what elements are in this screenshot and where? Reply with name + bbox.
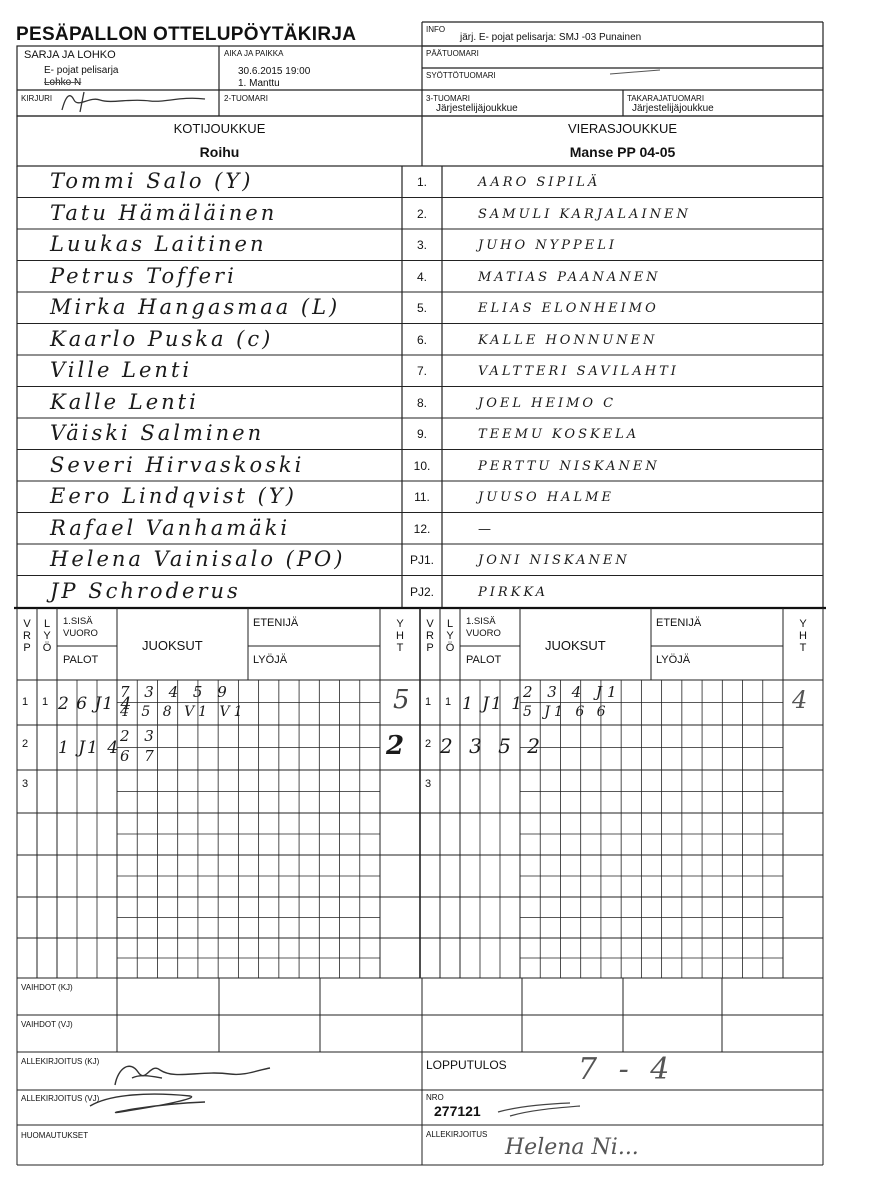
player-number: 5. <box>416 301 427 315</box>
info-label: INFO <box>426 25 446 34</box>
player-number: 1. <box>416 175 427 189</box>
away-r1-runs-top: 2 3 4 J1 <box>523 683 622 701</box>
away-r1-marks: 1 J1 1 <box>462 694 525 714</box>
home-r2-runs-top: 2 3 <box>120 727 159 745</box>
page-title: PESÄPALLON OTTELUPÖYTÄKIRJA <box>16 24 357 45</box>
home-juoksut-header: JUOKSUT <box>142 638 203 653</box>
home-player-name: Tommi Salo (Y) <box>50 169 254 193</box>
home-r2-marks: 1 J1 4 <box>58 738 121 758</box>
player-number: 6. <box>416 332 427 347</box>
home-r1-runs-bot: 4 5 8 V1 V1 <box>120 704 247 720</box>
away-player-name: SAMULI KARJALAINEN <box>478 206 691 222</box>
vaihdot-kj-label: VAIHDOT (KJ) <box>21 983 73 992</box>
home-vrp-header: V R P <box>23 618 31 654</box>
home-player-name: Helena Vainisalo (PO) <box>50 547 346 571</box>
player-number: 10. <box>413 458 431 473</box>
home-player-name: Ville Lenti <box>50 358 193 382</box>
away-vrp-header: V R P <box>426 618 434 654</box>
aika-value-2: 1. Manttu <box>238 78 280 89</box>
player-number: PJ1. <box>409 553 434 567</box>
away-period-1: 1 <box>425 696 432 708</box>
away-player-name: ELIAS ELONHEIMO <box>478 301 659 316</box>
away-player-name: KALLE HONNUNEN <box>478 332 658 348</box>
home-player-name: Luukas Laitinen <box>50 232 267 256</box>
home-etenija-header: ETENIJÄ <box>253 617 299 629</box>
info-value: järj. E- pojat pelisarja: SMJ -03 Punainen <box>460 32 642 43</box>
away-player-name: — <box>478 521 494 537</box>
away-lyoja-header: LYÖJÄ <box>656 654 691 666</box>
away-player-name: JUUSO HALME <box>478 490 614 505</box>
away-team-label: VIERASJOUKKUE <box>567 121 678 136</box>
home-player-name: Eero Lindqvist (Y) <box>50 484 297 508</box>
away-etenija-header: ETENIJÄ <box>656 617 702 629</box>
away-palot-header: PALOT <box>466 654 502 666</box>
home-r2-runs-bot: 6 7 <box>120 747 159 765</box>
away-r2-marks: 2 3 5 2 <box>440 734 545 758</box>
home-player-name: Kaarlo Puska (c) <box>50 326 274 351</box>
home-r1-yht: 5 <box>393 685 410 715</box>
away-yht-header: Y H T <box>799 618 807 654</box>
home-player-name: JP Schroderus <box>50 578 241 603</box>
player-number: 8. <box>416 395 427 410</box>
home-palot-header: PALOT <box>63 654 99 666</box>
away-player-name: PIRKKA <box>478 584 548 600</box>
away-player-name: AARO SIPILÄ <box>478 175 601 190</box>
aika-value-1: 30.6.2015 19:00 <box>238 66 311 77</box>
nro-scribble <box>498 1103 580 1116</box>
lopputulos-value: 7 - 4 <box>578 1052 676 1087</box>
aika-label: AIKA JA PAIKKA <box>224 49 284 58</box>
home-sisa-header: 1.SISÄ VUORO <box>63 616 98 639</box>
away-player-name: TEEMU KOSKELA <box>478 427 640 442</box>
takara-label: TAKARAJATUOMARI <box>627 94 705 103</box>
home-player-name: Severi Hirvaskoski <box>50 452 305 477</box>
home-r1-marks: 2 6 J1 4 <box>58 694 133 714</box>
allek-label: ALLEKIRJOITUS <box>426 1130 488 1139</box>
away-player-name: PERTTU NISKANEN <box>478 458 660 474</box>
sarja-value-1: E- pojat pelisarja <box>44 65 119 76</box>
away-player-name: JOEL HEIMO C <box>478 395 617 411</box>
player-number: 2. <box>416 206 427 221</box>
player-number: 9. <box>416 427 427 441</box>
nro-label: NRO <box>426 1093 444 1102</box>
kirjuri-signature <box>62 92 205 112</box>
sarja-value-2: Lohko N <box>44 77 82 88</box>
home-lyoja-header: LYÖJÄ <box>253 654 288 666</box>
player-number: PJ2. <box>409 584 434 599</box>
tuomari3-value: Järjestelijäjoukkue <box>436 103 518 114</box>
kj-signature <box>115 1066 270 1085</box>
sarja-label: SARJA JA LOHKO <box>24 49 116 61</box>
kirjuri-label: KIRJURI <box>21 94 53 103</box>
player-number: 4. <box>416 269 427 284</box>
player-number: 11. <box>414 490 430 504</box>
vj-signature <box>90 1094 205 1112</box>
nro-value: 277121 <box>434 1103 481 1119</box>
away-team-name: Manse PP 04-05 <box>569 144 676 160</box>
home-player-name: Väiski Salminen <box>50 421 265 445</box>
player-number: 12. <box>413 521 431 536</box>
home-player-name: Mirka Hangasmaa (L) <box>50 295 341 319</box>
home-period-3: 3 <box>22 778 29 790</box>
tuomari3-label: 3-TUOMARI <box>426 94 470 103</box>
allek-kj-label: ALLEKIRJOITUS (KJ) <box>21 1057 100 1066</box>
home-r1-runs-top: 7 3 4 5 9 <box>120 683 232 701</box>
vaihdot-vj-label: VAIHDOT (VJ) <box>21 1020 73 1029</box>
away-player-name: MATIAS PAANANEN <box>478 269 661 285</box>
lopputulos-label: LOPPUTULOS <box>426 1058 507 1072</box>
home-period-1: 1 <box>22 696 29 708</box>
player-number: 7. <box>416 364 427 378</box>
syottotuomari-label: SYÖTTÖTUOMARI <box>426 71 496 80</box>
away-r1-runs-bot: 5 J1 6 6 <box>523 704 610 720</box>
away-sisa-header: 1.SISÄ VUORO <box>466 616 501 639</box>
away-lyo-header: L Y Ö <box>445 618 455 654</box>
home-player-name: Tatu Hämäläinen <box>50 200 278 225</box>
away-period-3: 3 <box>425 778 432 790</box>
away-r1-yht: 4 <box>792 686 808 714</box>
huomautukset-label: HUOMAUTUKSET <box>21 1131 89 1140</box>
home-team-name: Roihu <box>199 144 240 160</box>
allek-vj-label: ALLEKIRJOITUS (VJ) <box>21 1094 100 1103</box>
home-r1-lyo: 1 <box>42 696 49 708</box>
home-player-name: Rafael Vanhamäki <box>50 515 291 540</box>
home-team-label: KOTIJOUKKUE <box>173 121 266 136</box>
player-number: 3. <box>416 238 427 252</box>
paatuomari-label: PÄÄTUOMARI <box>426 49 479 58</box>
takara-value: Järjestelijäjoukkue <box>632 103 714 114</box>
tuomari2-label: 2-TUOMARI <box>224 94 268 103</box>
away-player-name: VALTTERI SAVILAHTI <box>478 364 679 379</box>
away-r1-lyo: 1 <box>445 696 452 708</box>
syottotuomari-scribble <box>610 70 660 74</box>
away-period-2: 2 <box>425 738 432 750</box>
home-period-2: 2 <box>22 738 29 750</box>
home-yht-header: Y H T <box>396 618 404 654</box>
home-player-name: Kalle Lenti <box>50 389 199 414</box>
home-lyo-header: L Y Ö <box>42 618 52 654</box>
home-player-name: Petrus Tofferi <box>50 263 237 288</box>
away-player-name: JONI NISKANEN <box>478 553 630 568</box>
away-juoksut-header: JUOKSUT <box>545 638 606 653</box>
footer-signature: Helena Ni... <box>505 1135 639 1160</box>
away-player-name: JUHO NYPPELI <box>478 238 618 253</box>
home-r2-yht: 2 <box>386 731 405 761</box>
